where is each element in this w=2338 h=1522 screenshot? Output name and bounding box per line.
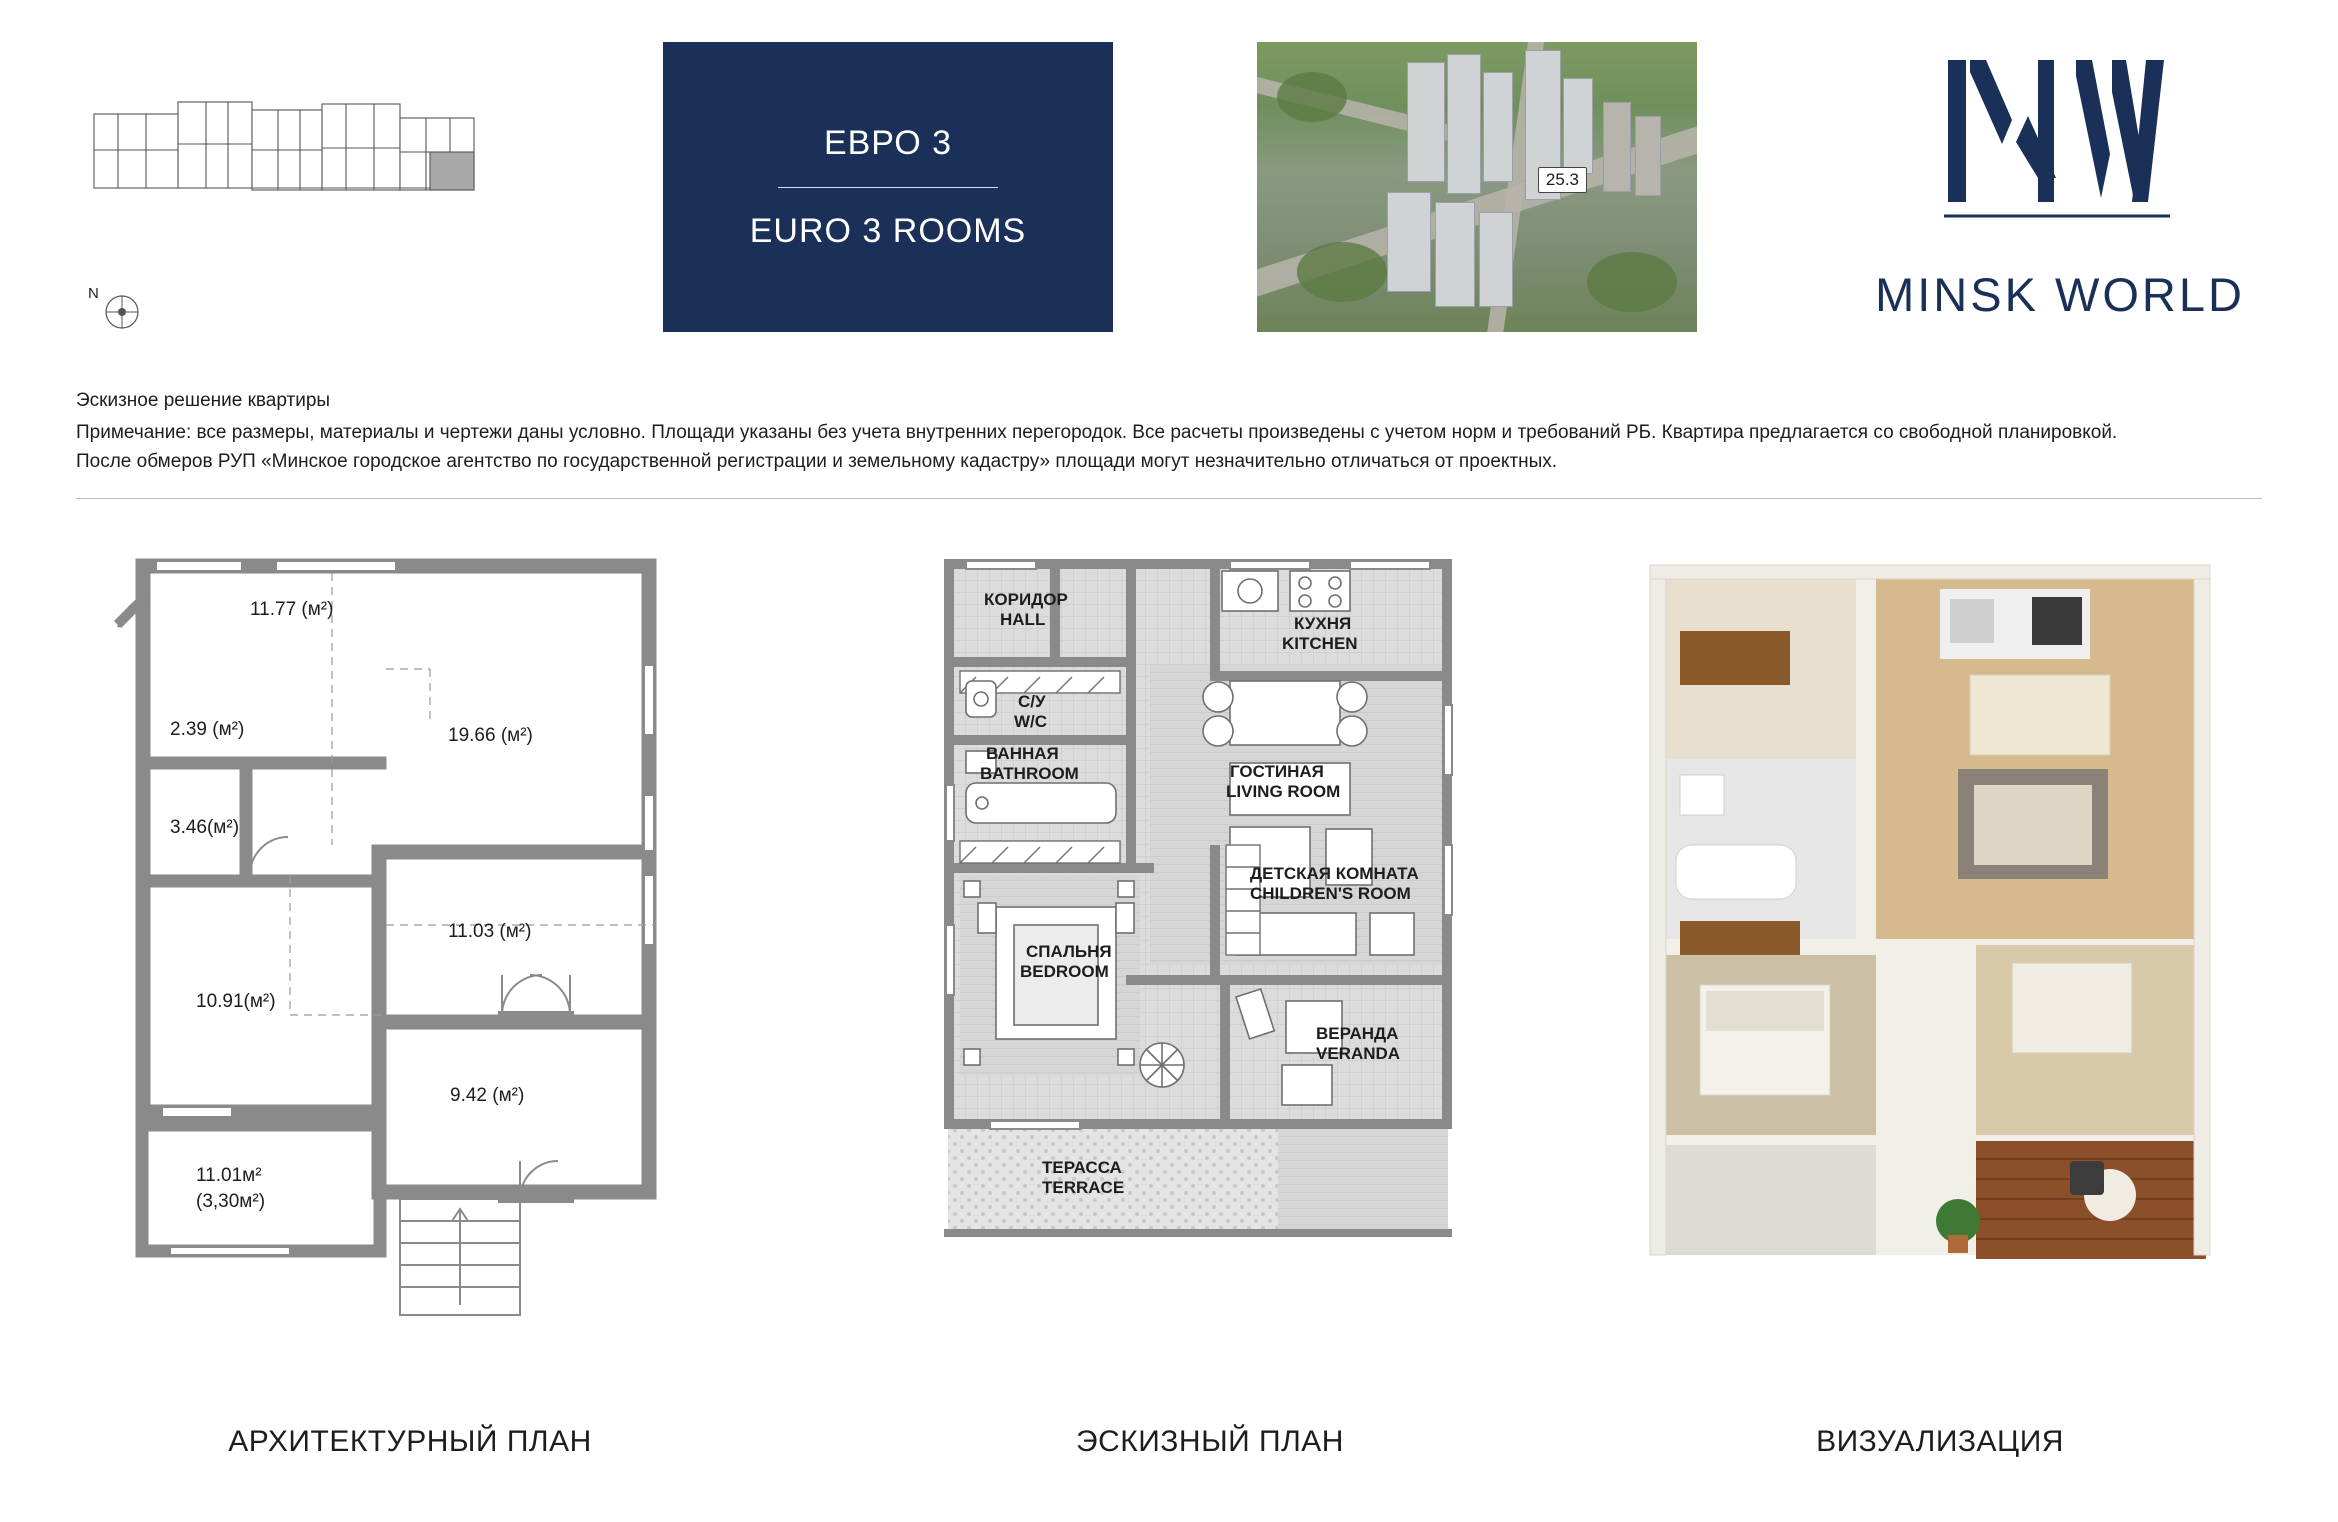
title-divider xyxy=(778,187,998,188)
room-label-en: BEDROOM xyxy=(1020,962,1109,981)
room-label-ru: ТЕРАССА xyxy=(1042,1158,1122,1177)
plan-title-en: EURO 3 ROOMS xyxy=(749,211,1027,250)
header xyxy=(0,0,2338,360)
brand-logo xyxy=(1850,40,2270,340)
room-label-ru: ВАННАЯ xyxy=(986,744,1059,763)
room-label-ru: ГОСТИНАЯ xyxy=(1230,762,1324,781)
room-label-en: W/C xyxy=(1014,712,1048,731)
area-label: 10.91(м²) xyxy=(196,991,276,1012)
room-label-ru: КУХНЯ xyxy=(1294,614,1352,633)
area-label: 3.46(м²) xyxy=(170,817,240,838)
room-label-ru: С/У xyxy=(1018,692,1046,711)
note-title: Эскизное решение квартиры xyxy=(76,390,331,411)
compass-north-label: N xyxy=(88,285,99,302)
room-label-en: KITCHEN xyxy=(1282,634,1358,653)
aerial-photo xyxy=(1257,42,1697,332)
aerial-location-badge: 25.3 xyxy=(1538,167,1587,193)
building-floor-plan-thumbnail xyxy=(88,92,488,232)
area-label: 2.39 (м²) xyxy=(170,719,245,740)
area-label: 11.01м² xyxy=(196,1165,262,1186)
room-label-ru: ДЕТСКАЯ КОМНАТА xyxy=(1250,864,1419,883)
caption-visualization: ВИЗУАЛИЗАЦИЯ xyxy=(1816,1425,2064,1458)
note-line-1: Примечание: все размеры, материалы и чертежи даны условно. Площади указаны без учета внутренних перегородок. Все расчеты произведены с учетом норм и требований РБ. Квартира предлагается со свободной планировкой. xyxy=(76,422,2118,443)
area-label: 9.42 (м²) xyxy=(450,1085,525,1106)
architectural-plan xyxy=(100,545,720,1355)
room-label-en: LIVING ROOM xyxy=(1226,782,1341,801)
area-label: (3,30м²) xyxy=(196,1191,266,1212)
room-label-ru: СПАЛЬНЯ xyxy=(1026,942,1112,961)
caption-sketch-plan: ЭСКИЗНЫЙ ПЛАН xyxy=(1076,1425,1344,1458)
note-block xyxy=(76,390,2266,476)
room-label-en: HALL xyxy=(1000,610,1046,629)
mw-monogram-icon xyxy=(1930,46,2190,241)
caption-architectural-plan: АРХИТЕКТУРНЫЙ ПЛАН xyxy=(228,1425,592,1458)
room-label-en: BATHROOM xyxy=(980,764,1079,783)
brand-name: MINSK WORLD xyxy=(1875,268,2245,321)
area-label: 11.77 (м²) xyxy=(250,599,334,620)
area-label: 19.66 (м²) xyxy=(448,725,533,746)
room-label-en: VERANDA xyxy=(1316,1044,1401,1063)
compass-icon xyxy=(82,278,162,338)
sketch-plan xyxy=(930,545,1490,1355)
plan-title-box xyxy=(663,42,1113,332)
room-label-en: CHILDREN'S ROOM xyxy=(1250,884,1411,903)
room-label-ru: ВЕРАНДА xyxy=(1316,1024,1399,1043)
horizontal-divider xyxy=(76,498,2262,499)
room-label-ru: КОРИДОР xyxy=(984,590,1068,609)
area-label: 11.03 (м²) xyxy=(448,921,532,942)
visualization-render xyxy=(1640,545,2240,1355)
room-label-en: TERRACE xyxy=(1042,1178,1125,1197)
note-line-2: После обмеров РУП «Минское городское агентство по государственной регистрации и земельному кадастру» площади могут незначительно отличаться от проектных. xyxy=(76,451,1558,472)
plan-title-ru: ЕВРО 3 xyxy=(823,123,953,162)
